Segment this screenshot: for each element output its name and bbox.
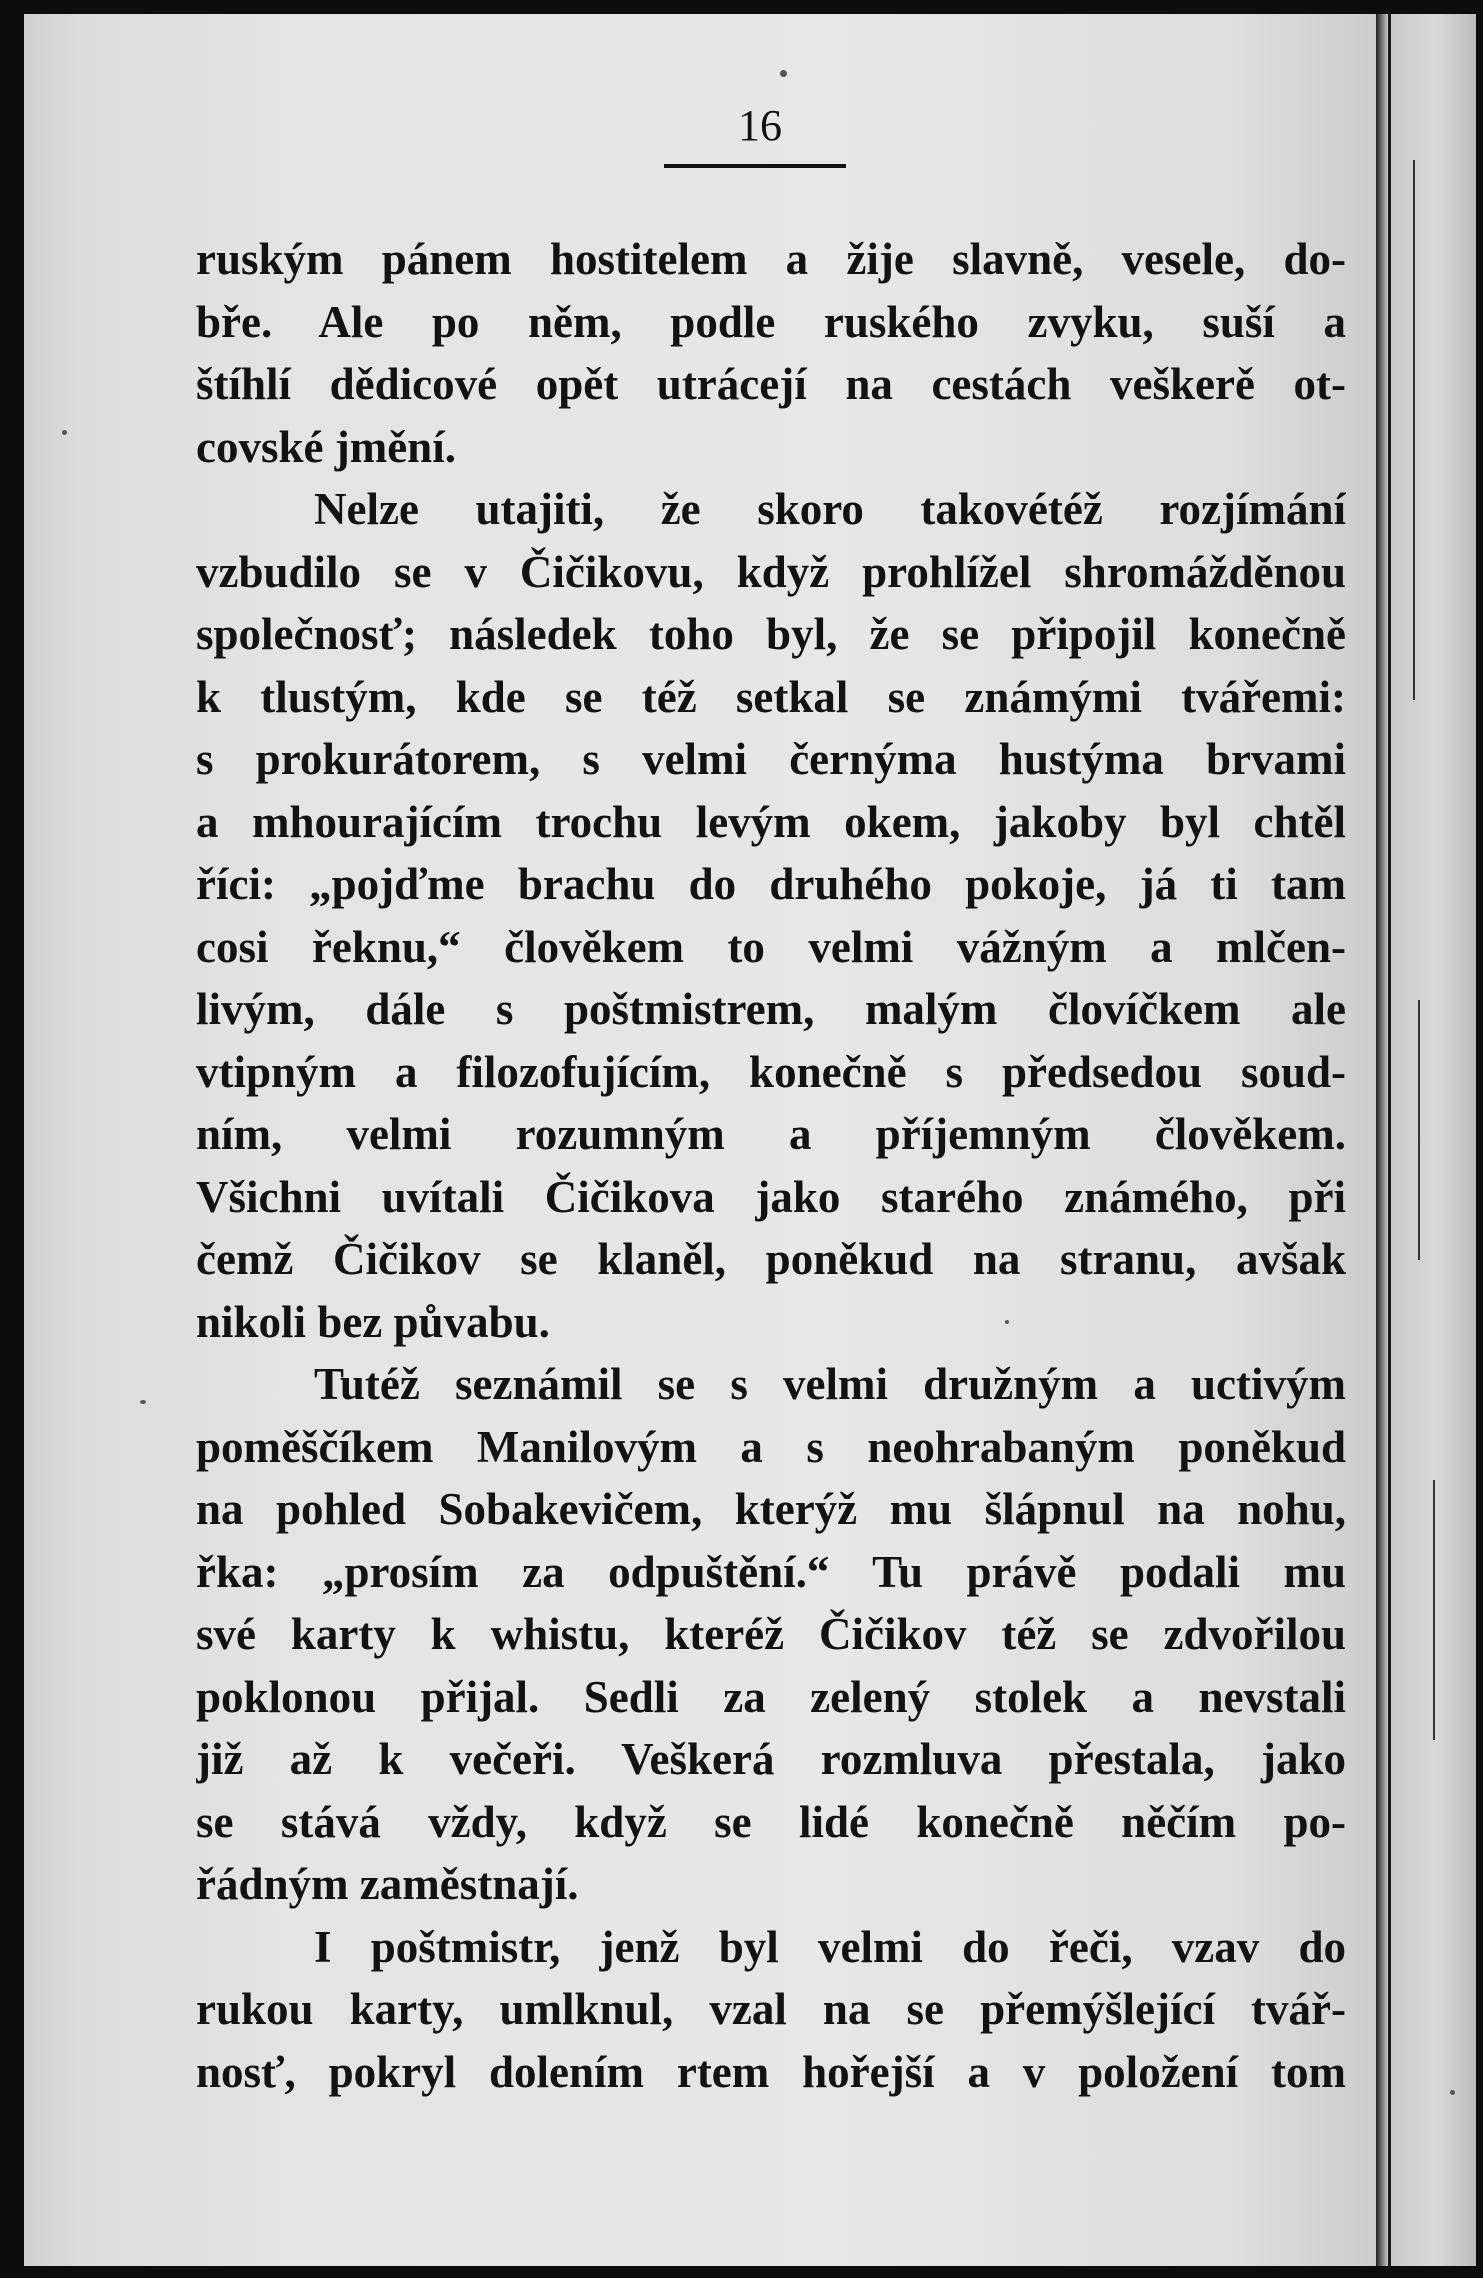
ink-speck: [140, 1400, 146, 1404]
text-line: říci: „pojďme brachu do druhého pokoje, já ti tam: [196, 859, 1346, 909]
text-line: Všichni uvítali Čičikova jako starého známého, při: [196, 1171, 1346, 1222]
text-line: již až k večeři. Veškerá rozmluva přestala, jako: [196, 1734, 1346, 1784]
text-line: k tlustým, kde se též setkal se známými tvářemi:: [196, 671, 1346, 722]
text-line: vzbudilo se v Čičikovu, když prohlížel shromážděnou: [196, 546, 1346, 597]
next-page-edge: [1376, 14, 1476, 2266]
text-line: Nelze utajiti, že skoro takovétéž rozjímání: [314, 484, 1346, 534]
text-line: své karty k whistu, kteréž Čičikov též se zdvořilou: [196, 1609, 1346, 1659]
text-line: poklonou přijal. Sedli za zelený stolek a nevstali: [196, 1671, 1346, 1722]
text-line: nikoli bez půvabu.: [196, 1296, 550, 1347]
text-line: Tutéž seznámil se s velmi družným a uctivým: [314, 1359, 1346, 1409]
text-line: řádným zaměstnají.: [196, 1859, 579, 1909]
text-line: s prokurátorem, s velmi černýma hustýma brvami: [196, 734, 1346, 784]
text-line: nosť, pokryl dolením rtem hořejší a v položení tom: [196, 2046, 1346, 2097]
text-line: I poštmistr, jenž byl velmi do řeči, vzav do: [314, 1921, 1346, 1972]
ink-speck: [1450, 2090, 1455, 2095]
text-line: rukou karty, umlknul, vzal na se přemýšlející tvář-: [196, 1984, 1346, 2034]
text-line: a mhourajícím trochu levým okem, jakoby byl chtěl: [196, 796, 1346, 847]
page-number: 16: [738, 101, 782, 150]
text-line: řka: „prosím za odpuštění.“ Tu právě podali mu: [196, 1546, 1346, 1597]
header-rule: [664, 164, 846, 168]
ink-speck: [780, 70, 787, 77]
page-edge-line: [1388, 14, 1391, 2266]
page-edge-line: [1418, 1000, 1420, 1260]
text-line: livým, dále s poštmistrem, malým človíčkem ale: [196, 984, 1346, 1034]
text-line: štíhlí dědicové opět utrácejí na cestách veškerě ot-: [196, 359, 1346, 409]
ink-speck: [62, 430, 67, 435]
text-line: vtipným a filozofujícím, konečně s předsedou soud-: [196, 1046, 1346, 1097]
text-line: čemž Čičikov se klaněl, poněkud na stranu, avšak: [196, 1234, 1346, 1284]
text-line: covské jmění.: [196, 421, 456, 472]
page-edge-line: [1413, 160, 1415, 700]
text-line: ruským pánem hostitelem a žije slavně, vesele, do-: [196, 234, 1346, 284]
text-line: společnosť; následek toho byl, že se připojil konečně: [196, 609, 1346, 659]
text-line: cosi řeknu,“ člověkem to velmi vážným a mlčen-: [196, 921, 1346, 972]
text-line: na pohled Sobakevičem, kterýž mu šlápnul na nohu,: [196, 1484, 1346, 1534]
text-line: se stává vždy, když se lidé konečně něčím po-: [196, 1796, 1346, 1847]
page-edge-line: [1433, 1480, 1435, 1740]
text-line: bře. Ale po něm, podle ruského zvyku, suší a: [196, 296, 1346, 347]
text-line: poměščíkem Manilovým a s neohrabaným poněkud: [196, 1421, 1346, 1472]
text-line: ním, velmi rozumným a příjemným člověkem.: [196, 1109, 1346, 1159]
body-text: [196, 228, 1346, 2103]
